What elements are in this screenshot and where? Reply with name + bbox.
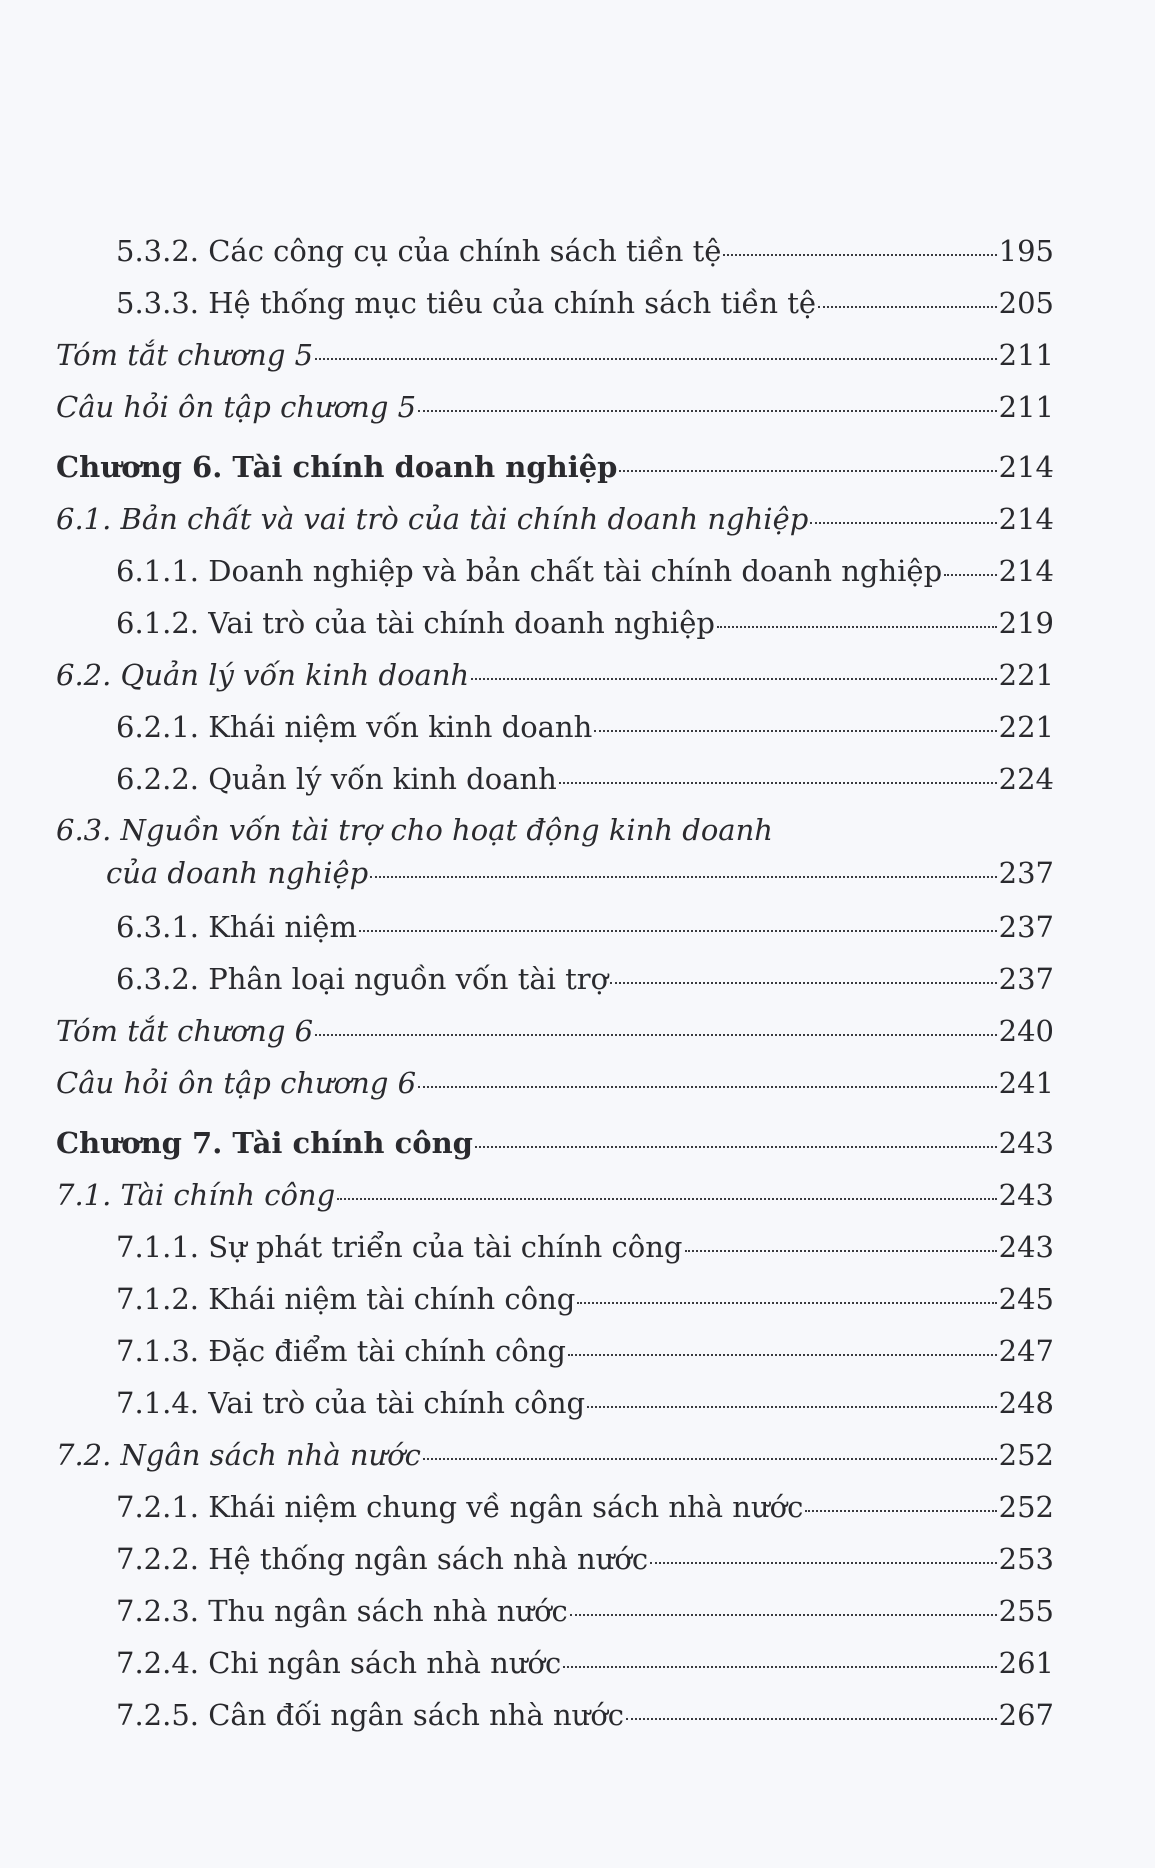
dot-leader: [723, 254, 996, 256]
toc-entry[interactable]: [56, 1429, 1054, 1481]
toc-entry[interactable]: [56, 1273, 1054, 1325]
toc-entry-title: 6.2. Quản lý vốn kinh doanh: [56, 658, 470, 692]
toc-entry[interactable]: [56, 1585, 1054, 1637]
dot-leader: [315, 1034, 997, 1036]
dot-leader: [370, 876, 996, 878]
toc-entry-title: 7.2.3. Thu ngân sách nhà nước: [116, 1594, 568, 1628]
toc-entry-title: 6.3.1. Khái niệm: [116, 910, 357, 944]
toc-entry-page: 253: [998, 1542, 1054, 1576]
toc-entry-page: 245: [998, 1282, 1054, 1316]
toc-entry-page: 214: [998, 554, 1054, 588]
toc-entry[interactable]: [56, 1637, 1054, 1689]
toc-entry[interactable]: [56, 1689, 1054, 1741]
toc-entry-page: 237: [998, 910, 1054, 944]
toc-entry[interactable]: [56, 1481, 1054, 1533]
toc-entry-title: Tóm tắt chương 6: [56, 1014, 314, 1048]
toc-entry-title: Câu hỏi ôn tập chương 6: [56, 1066, 417, 1100]
toc-entry[interactable]: [56, 809, 1054, 851]
toc-entry-title: 7.1.4. Vai trò của tài chính công: [116, 1386, 586, 1420]
toc-entry-page: 195: [998, 234, 1054, 268]
toc-entry-page: 252: [998, 1438, 1054, 1472]
toc-entry[interactable]: [56, 1377, 1054, 1429]
toc-entry-title: 5.3.2. Các công cụ của chính sách tiền tệ: [116, 234, 722, 268]
toc-entry-title: 7.1.2. Khái niệm tài chính công: [116, 1282, 576, 1316]
toc-entry[interactable]: [56, 493, 1054, 545]
toc-entry[interactable]: [56, 953, 1054, 1005]
toc-entry[interactable]: [56, 597, 1054, 649]
toc-entry-title: 6.3.2. Phân loại nguồn vốn tài trợ: [116, 962, 609, 996]
dot-leader: [717, 626, 997, 628]
toc-entry-page: 224: [998, 762, 1054, 796]
toc-entry-title: Chương 6. Tài chính doanh nghiệp: [56, 450, 618, 484]
toc-entry[interactable]: [56, 1005, 1054, 1057]
toc-entry[interactable]: [56, 753, 1054, 805]
toc-entry[interactable]: [56, 1533, 1054, 1585]
dot-leader: [559, 782, 997, 784]
toc-entry[interactable]: [56, 1169, 1054, 1221]
dot-leader: [570, 1614, 997, 1616]
toc-chapter-heading[interactable]: [56, 1117, 1054, 1169]
dot-leader: [418, 1086, 997, 1088]
toc-entry-page: 247: [998, 1334, 1054, 1368]
dot-leader: [810, 522, 996, 524]
toc-entry-title: 7.2.1. Khái niệm chung về ngân sách nhà nước: [116, 1490, 804, 1524]
toc-entry-continuation[interactable]: [56, 851, 1054, 901]
toc-entry-page: 241: [998, 1066, 1054, 1100]
dot-leader: [568, 1354, 997, 1356]
toc-entry-page: 252: [998, 1490, 1054, 1524]
toc-entry-page: 237: [998, 962, 1054, 996]
toc-entry[interactable]: [56, 381, 1054, 433]
dot-leader: [805, 1510, 996, 1512]
dot-leader: [359, 930, 997, 932]
toc-entry-page: 243: [998, 1178, 1054, 1212]
dot-leader: [650, 1562, 997, 1564]
toc-entry[interactable]: [56, 701, 1054, 753]
toc-entry-title: 6.2.1. Khái niệm vốn kinh doanh: [116, 710, 593, 744]
toc-entry[interactable]: [56, 1325, 1054, 1377]
dot-leader: [610, 982, 997, 984]
toc-entry-page: 214: [998, 450, 1054, 484]
toc-entry[interactable]: [56, 901, 1054, 953]
dot-leader: [563, 1666, 996, 1668]
toc-entry-title: Câu hỏi ôn tập chương 5: [56, 390, 417, 424]
dot-leader: [685, 1250, 997, 1252]
toc-entry-page: 219: [998, 606, 1054, 640]
toc-entry-page: 237: [998, 856, 1054, 890]
toc-entry-page: 211: [998, 338, 1054, 372]
dot-leader: [626, 1718, 997, 1720]
toc-entry-page: 255: [998, 1594, 1054, 1628]
toc-entry-title: 6.1. Bản chất và vai trò của tài chính doanh nghiệp: [56, 502, 809, 536]
toc-entry-title: 7.1. Tài chính công: [56, 1178, 336, 1212]
dot-leader: [471, 678, 996, 680]
toc-entry[interactable]: [56, 225, 1054, 277]
toc-entry[interactable]: [56, 277, 1054, 329]
toc-entry-page: 240: [998, 1014, 1054, 1048]
dot-leader: [577, 1302, 996, 1304]
toc-entry-page: 261: [998, 1646, 1054, 1680]
toc-entry-page: 221: [998, 710, 1054, 744]
toc-entry[interactable]: [56, 1057, 1054, 1109]
toc-entry-title: 7.2.5. Cân đối ngân sách nhà nước: [116, 1698, 625, 1732]
toc-entry-title-continuation: của doanh nghiệp: [106, 856, 369, 890]
toc-entry-title: 7.1.1. Sự phát triển của tài chính công: [116, 1230, 683, 1264]
toc-entry-title: 7.2.4. Chi ngân sách nhà nước: [116, 1646, 562, 1680]
dot-leader: [475, 1146, 997, 1148]
toc-entry-page: 243: [998, 1126, 1054, 1160]
toc-entry-title: 6.3. Nguồn vốn tài trợ cho hoạt động kinh doanh: [56, 813, 773, 847]
toc-entry-title: 5.3.3. Hệ thống mục tiêu của chính sách tiền tệ: [116, 286, 817, 320]
toc-entry-title: Tóm tắt chương 5: [56, 338, 314, 372]
dot-leader: [818, 306, 997, 308]
dot-leader: [423, 1458, 997, 1460]
toc-entry[interactable]: [56, 649, 1054, 701]
toc-entry[interactable]: [56, 545, 1054, 597]
toc-entry-page: 205: [998, 286, 1054, 320]
table-of-contents: [56, 225, 1054, 1741]
toc-entry-page: 267: [998, 1698, 1054, 1732]
toc-entry-page: 211: [998, 390, 1054, 424]
toc-entry-page: 248: [998, 1386, 1054, 1420]
dot-leader: [587, 1406, 997, 1408]
toc-entry-title: 6.1.2. Vai trò của tài chính doanh nghiệp: [116, 606, 715, 640]
toc-entry[interactable]: [56, 1221, 1054, 1273]
toc-entry-title: 7.1.3. Đặc điểm tài chính công: [116, 1334, 566, 1368]
toc-entry-title: 6.2.2. Quản lý vốn kinh doanh: [116, 762, 557, 796]
toc-chapter-heading[interactable]: [56, 441, 1054, 493]
toc-entry-page: 221: [998, 658, 1054, 692]
dot-leader: [337, 1198, 997, 1200]
toc-entry-title: 7.2.2. Hệ thống ngân sách nhà nước: [116, 1542, 649, 1576]
dot-leader: [594, 730, 996, 732]
dot-leader: [418, 410, 997, 412]
toc-entry[interactable]: [56, 329, 1054, 381]
toc-entry-page: 243: [998, 1230, 1054, 1264]
dot-leader: [619, 470, 996, 472]
toc-entry-title: 6.1.1. Doanh nghiệp và bản chất tài chính doanh nghiệp: [116, 554, 943, 588]
dot-leader: [944, 574, 996, 576]
toc-entry-title: 7.2. Ngân sách nhà nước: [56, 1438, 421, 1472]
toc-entry-title: Chương 7. Tài chính công: [56, 1126, 473, 1160]
toc-entry-page: 214: [998, 502, 1054, 536]
dot-leader: [315, 358, 997, 360]
